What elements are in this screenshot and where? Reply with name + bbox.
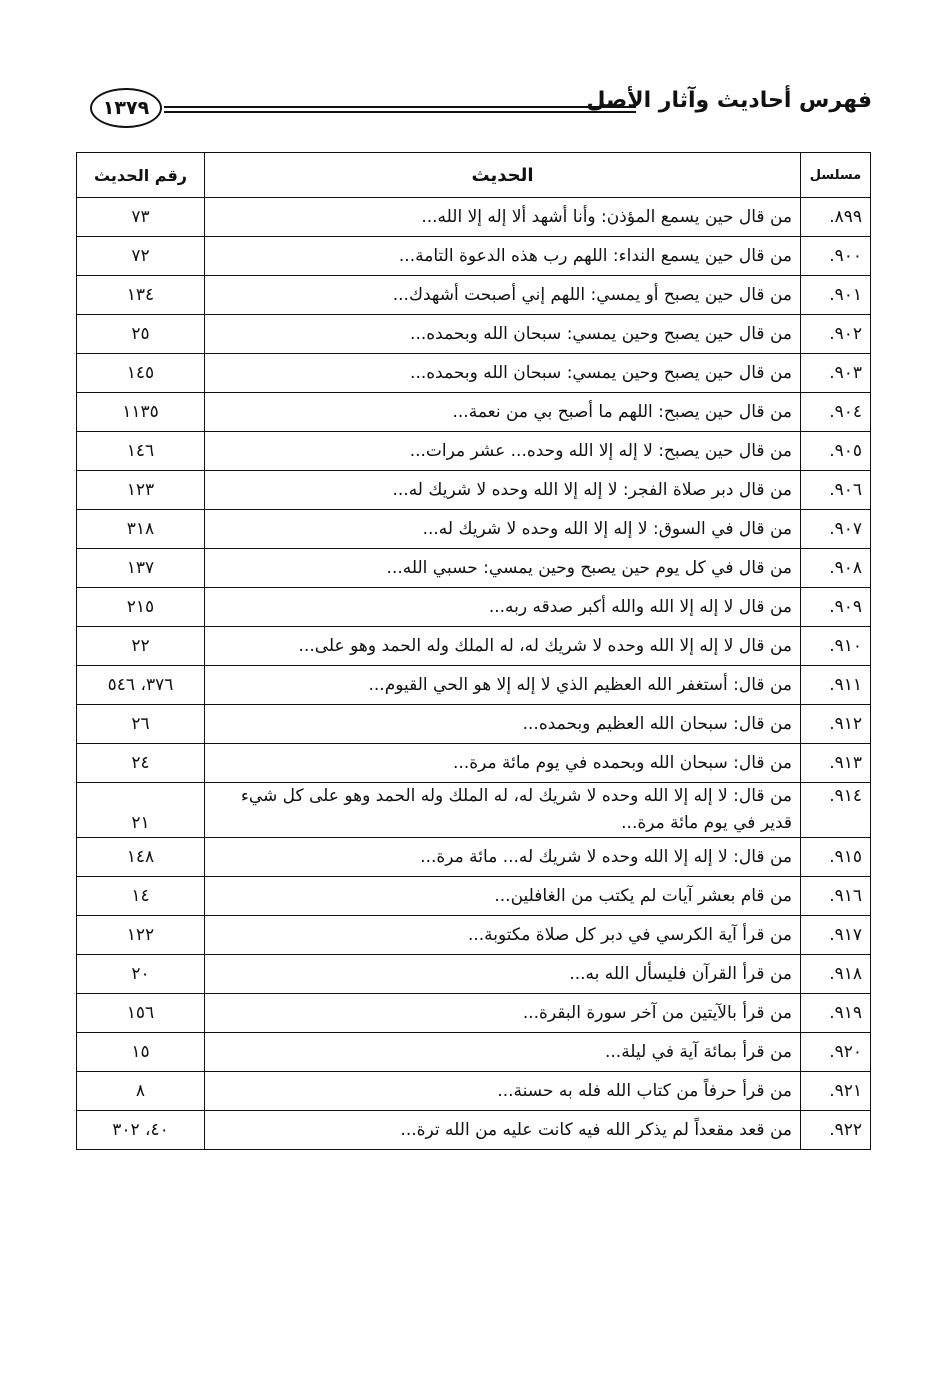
table-row bbox=[77, 198, 871, 237]
hadith-text-cell: من قرأ القرآن فليسأل الله به... bbox=[205, 955, 801, 994]
hadith-ref-cell: ٢١٥ bbox=[77, 588, 205, 627]
serial-cell: ٩٢٢. bbox=[801, 1111, 871, 1150]
table-row bbox=[77, 1033, 871, 1072]
table-row bbox=[77, 916, 871, 955]
serial-cell: ٩٠٧. bbox=[801, 510, 871, 549]
hadith-ref-cell: ١٤٨ bbox=[77, 838, 205, 877]
hadith-ref-cell: ١٢٢ bbox=[77, 916, 205, 955]
hadith-ref-cell: ٢٥ bbox=[77, 315, 205, 354]
table-row bbox=[77, 471, 871, 510]
table-row bbox=[77, 549, 871, 588]
hadith-text-cell: من قال: أستغفر الله العظيم الذي لا إله إلا هو الحي القيوم... bbox=[205, 666, 801, 705]
table-row bbox=[77, 354, 871, 393]
serial-cell: ٩٠٥. bbox=[801, 432, 871, 471]
table-body bbox=[77, 198, 871, 1150]
hadith-text-cell: من قال في كل يوم حين يصبح وحين يمسي: حسبي الله... bbox=[205, 549, 801, 588]
serial-cell: ٩١٢. bbox=[801, 705, 871, 744]
serial-cell: ٩٢٠. bbox=[801, 1033, 871, 1072]
table-row bbox=[77, 276, 871, 315]
hadith-ref-cell: ٣١٨ bbox=[77, 510, 205, 549]
serial-cell: ٩١٦. bbox=[801, 877, 871, 916]
table-row bbox=[77, 237, 871, 276]
serial-cell: ٨٩٩. bbox=[801, 198, 871, 237]
hadith-text-cell: من قال: سبحان الله العظيم وبحمده... bbox=[205, 705, 801, 744]
hadith-ref-cell: ١٥٦ bbox=[77, 994, 205, 1033]
serial-cell: ٩١٣. bbox=[801, 744, 871, 783]
hadith-text-cell: من قال حين يصبح أو يمسي: اللهم إني أصبحت أشهدك... bbox=[205, 276, 801, 315]
table-row bbox=[77, 432, 871, 471]
hadith-text-cell: من قال لا إله إلا الله والله أكبر صدقه ربه... bbox=[205, 588, 801, 627]
table-row bbox=[77, 666, 871, 705]
hadith-ref-cell: ٧٢ bbox=[77, 237, 205, 276]
hadith-ref-cell: ٢٤ bbox=[77, 744, 205, 783]
serial-cell: ٩٠٤. bbox=[801, 393, 871, 432]
hadith-ref-cell: ٢١ bbox=[77, 783, 205, 838]
table-row bbox=[77, 627, 871, 666]
serial-cell: ٩٠٣. bbox=[801, 354, 871, 393]
table-row bbox=[77, 510, 871, 549]
serial-cell: ٩٠٩. bbox=[801, 588, 871, 627]
serial-cell: ٩٠٠. bbox=[801, 237, 871, 276]
hadith-text-cell: من قال حين يسمع النداء: اللهم رب هذه الدعوة التامة... bbox=[205, 237, 801, 276]
table-row bbox=[77, 783, 871, 838]
table-row bbox=[77, 955, 871, 994]
hadith-ref-cell: ٢٦ bbox=[77, 705, 205, 744]
page-header bbox=[90, 82, 872, 138]
hadith-ref-cell: ١٤٥ bbox=[77, 354, 205, 393]
hadith-ref-cell: ٧٣ bbox=[77, 198, 205, 237]
hadith-text-cell: من قال: لا إله إلا الله وحده لا شريك له... مائة مرة... bbox=[205, 838, 801, 877]
hadith-text-cell: من قال حين يصبح: لا إله إلا الله وحده... عشر مرات... bbox=[205, 432, 801, 471]
hadith-text-cell: من قال حين يصبح: اللهم ما أصبح بي من نعمة... bbox=[205, 393, 801, 432]
hadith-text-cell: من قال حين يصبح وحين يمسي: سبحان الله وبحمده... bbox=[205, 354, 801, 393]
hadith-ref-cell: ٢٠ bbox=[77, 955, 205, 994]
serial-cell: ٩١٠. bbox=[801, 627, 871, 666]
hadith-ref-cell: ١٤٦ bbox=[77, 432, 205, 471]
hadith-text-cell: من قال لا إله إلا الله وحده لا شريك له، له الملك وله الحمد وهو على... bbox=[205, 627, 801, 666]
hadith-text-cell: من قام بعشر آيات لم يكتب من الغافلين... bbox=[205, 877, 801, 916]
hadith-text-cell: من قرأ بمائة آية في ليلة... bbox=[205, 1033, 801, 1072]
hadith-text-cell: من قعد مقعداً لم يذكر الله فيه كانت عليه من الله ترة... bbox=[205, 1111, 801, 1150]
column-header-ref: رقم الحديث bbox=[77, 153, 205, 198]
hadith-text-cell: من قال في السوق: لا إله إلا الله وحده لا شريك له... bbox=[205, 510, 801, 549]
table-header-row bbox=[77, 153, 871, 198]
hadith-text-cell: من قال دبر صلاة الفجر: لا إله إلا الله وحده لا شريك له... bbox=[205, 471, 801, 510]
serial-cell: ٩٢١. bbox=[801, 1072, 871, 1111]
page-number: ١٣٧٩ bbox=[90, 88, 162, 128]
hadith-text-cell: من قرأ حرفاً من كتاب الله فله به حسنة... bbox=[205, 1072, 801, 1111]
header-rule bbox=[164, 111, 636, 113]
hadith-text-cell: من قرأ آية الكرسي في دبر كل صلاة مكتوبة... bbox=[205, 916, 801, 955]
table-row bbox=[77, 315, 871, 354]
page-title: فهرس أحاديث وآثار الأصل bbox=[586, 88, 872, 113]
table-row bbox=[77, 393, 871, 432]
column-header-serial: مسلسل bbox=[801, 153, 871, 198]
table-row bbox=[77, 744, 871, 783]
hadith-ref-cell: ١٣٤ bbox=[77, 276, 205, 315]
hadith-text-cell: من قال: سبحان الله وبحمده في يوم مائة مرة... bbox=[205, 744, 801, 783]
hadith-text-cell: من قال حين يسمع المؤذن: وأنا أشهد ألا إله إلا الله... bbox=[205, 198, 801, 237]
serial-cell: ٩٠٢. bbox=[801, 315, 871, 354]
serial-cell: ٩١١. bbox=[801, 666, 871, 705]
hadith-ref-cell: ٣٧٦، ٥٤٦ bbox=[77, 666, 205, 705]
hadith-text-cell: من قال: لا إله إلا الله وحده لا شريك له، له الملك وله الحمد وهو على كل شيء قدير في يوم مائة مرة... bbox=[205, 783, 801, 838]
hadith-text-cell: من قال حين يصبح وحين يمسي: سبحان الله وبحمده... bbox=[205, 315, 801, 354]
hadith-ref-cell: ٤٠، ٣٠٢ bbox=[77, 1111, 205, 1150]
serial-cell: ٩١٨. bbox=[801, 955, 871, 994]
serial-cell: ٩١٤. bbox=[801, 783, 871, 838]
hadith-index-table bbox=[76, 152, 871, 1150]
column-header-hadith: الحديث bbox=[205, 153, 801, 198]
table-row bbox=[77, 994, 871, 1033]
header-rule bbox=[164, 106, 636, 108]
table-row bbox=[77, 588, 871, 627]
serial-cell: ٩٠٦. bbox=[801, 471, 871, 510]
serial-cell: ٩٠٨. bbox=[801, 549, 871, 588]
hadith-ref-cell: ١٢٣ bbox=[77, 471, 205, 510]
table-row bbox=[77, 1111, 871, 1150]
hadith-ref-cell: ٢٢ bbox=[77, 627, 205, 666]
table-row bbox=[77, 705, 871, 744]
serial-cell: ٩١٥. bbox=[801, 838, 871, 877]
hadith-ref-cell: ١١٣٥ bbox=[77, 393, 205, 432]
table-row bbox=[77, 838, 871, 877]
serial-cell: ٩١٩. bbox=[801, 994, 871, 1033]
table-row bbox=[77, 1072, 871, 1111]
hadith-ref-cell: ١٤ bbox=[77, 877, 205, 916]
hadith-text-cell: من قرأ بالآيتين من آخر سورة البقرة... bbox=[205, 994, 801, 1033]
serial-cell: ٩٠١. bbox=[801, 276, 871, 315]
hadith-ref-cell: ١٥ bbox=[77, 1033, 205, 1072]
hadith-ref-cell: ٨ bbox=[77, 1072, 205, 1111]
hadith-ref-cell: ١٣٧ bbox=[77, 549, 205, 588]
serial-cell: ٩١٧. bbox=[801, 916, 871, 955]
table-row bbox=[77, 877, 871, 916]
